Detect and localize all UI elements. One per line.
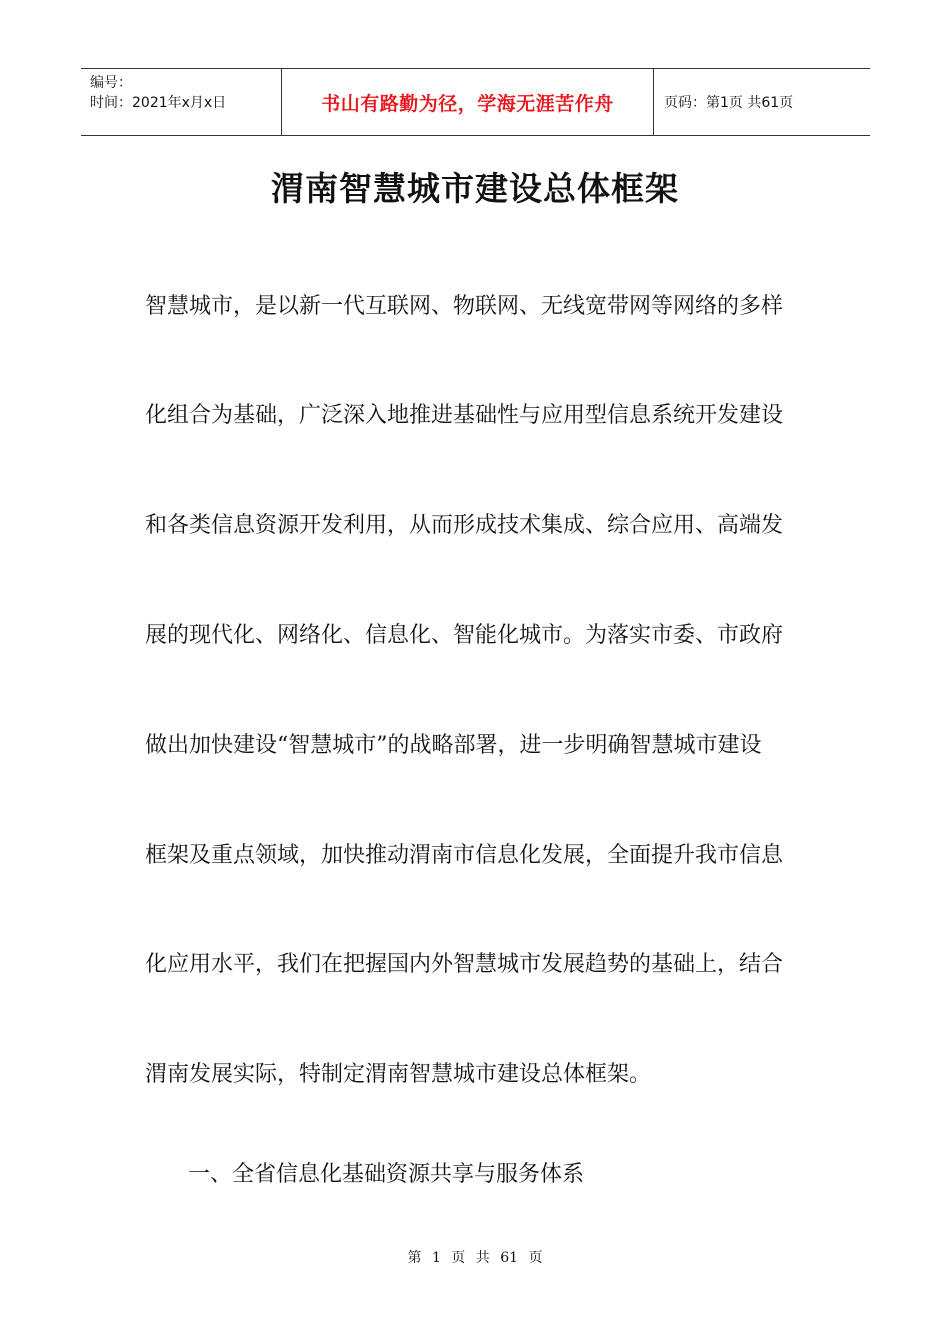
header-meta-cell <box>81 69 281 135</box>
page-header <box>81 68 870 136</box>
paragraph-line: 智慧城市，是以新一代互联网、物联网、无线宽带网等网络的多样 <box>145 294 784 319</box>
header-page-cell <box>654 69 870 135</box>
paragraph-line: 做出加快建设“智慧城市”的战略部署，进一步明确智慧城市建设 <box>145 733 762 758</box>
header-date-label: 时间：2021年x月x日 <box>90 95 227 111</box>
document-title: 渭南智慧城市建设总体框架 <box>271 169 679 208</box>
header-code-label: 编号： <box>90 75 132 91</box>
header-motto-cell <box>281 69 654 135</box>
paragraph-line: 和各类信息资源开发利用，从而形成技术集成、综合应用、高端发 <box>145 513 784 538</box>
paragraph-line: 框架及重点领域，加快推动渭南市信息化发展，全面提升我市信息 <box>145 843 784 868</box>
paragraph-line: 渭南发展实际，特制定渭南智慧城市建设总体框架。 <box>145 1062 652 1087</box>
page-footer: 第 1 页 共 61 页 <box>407 1250 543 1266</box>
paragraph-line: 化组合为基础，广泛深入地推进基础性与应用型信息系统开发建设 <box>145 403 784 428</box>
header-page-info: 页码：第1页 共61页 <box>664 95 794 111</box>
header-motto: 书山有路勤为径，学海无涯苦作舟 <box>321 92 614 115</box>
paragraph-line: 化应用水平，我们在把握国内外智慧城市发展趋势的基础上，结合 <box>145 952 784 977</box>
section-heading: 一、全省信息化基础资源共享与服务体系 <box>188 1162 585 1187</box>
paragraph-line: 展的现代化、网络化、信息化、智能化城市。为落实市委、市政府 <box>145 623 784 648</box>
